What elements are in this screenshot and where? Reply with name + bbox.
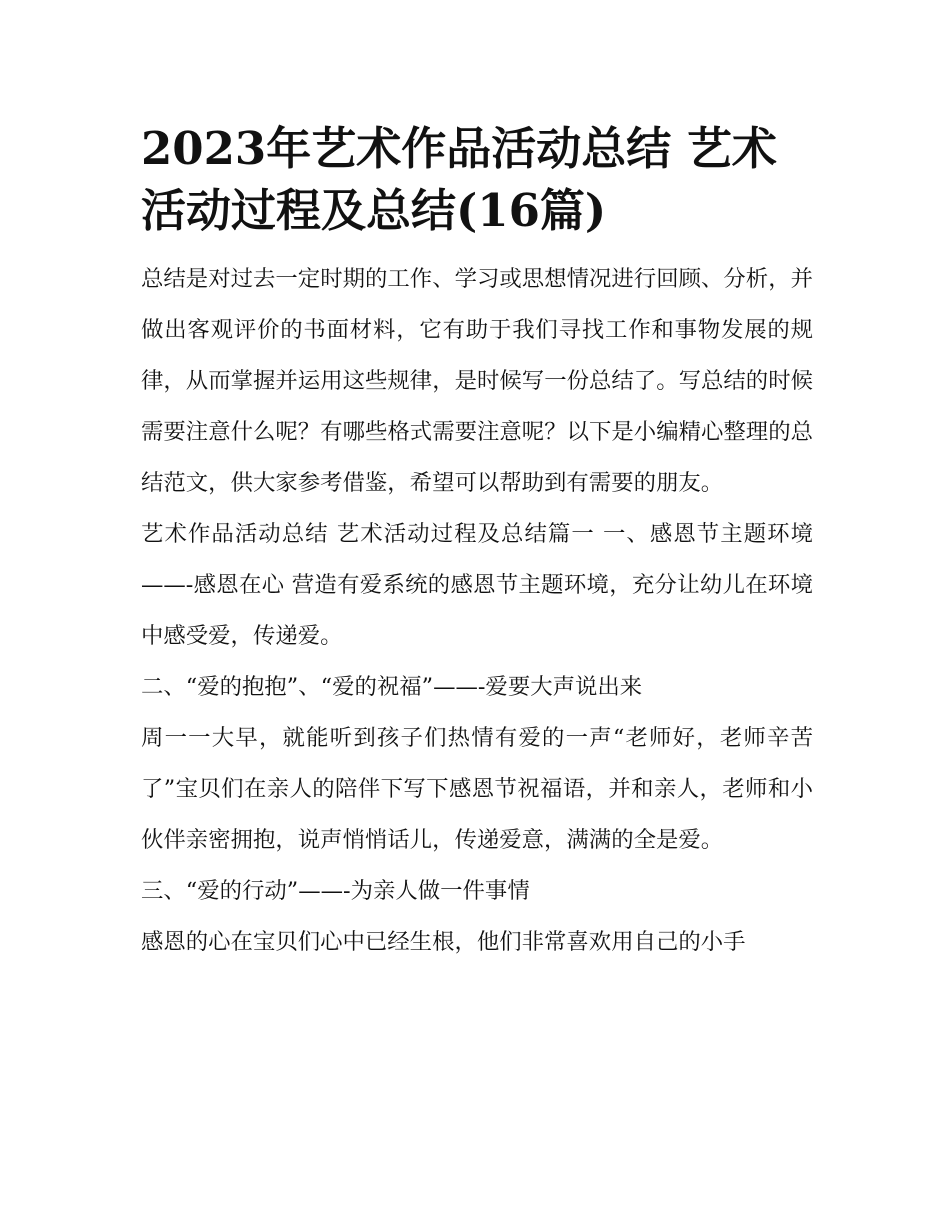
section-heading: 三、“爱的行动”——-为亲人做一件事情: [141, 878, 530, 904]
document-body: [141, 254, 813, 968]
body-paragraph: 周一一大早，就能听到孩子们热情有爱的一声“老师好，老师辛苦了”宝贝们在亲人的陪伴下写下感恩节祝福语，并和亲人，老师和小伙伴亲密拥抱，说声悄悄话儿，传递爱意，满满的全是爱。: [141, 725, 813, 853]
document-page: [141, 118, 813, 968]
section-heading: 二、“爱的抱抱”、“爱的祝福”——-爱要大声说出来: [141, 674, 643, 700]
body-paragraph: 感恩的心在宝贝们心中已经生根，他们非常喜欢用自己的小手: [141, 929, 746, 955]
document-title: 2023年艺术作品活动总结 艺术活动过程及总结(16篇): [141, 122, 777, 237]
body-paragraph: 艺术作品活动总结 艺术活动过程及总结篇一 一、感恩节主题环境——-感恩在心 营造有爱系统的感恩节主题环境，充分让幼儿在环境中感受爱，传递爱。: [141, 521, 813, 649]
intro-paragraph: 总结是对过去一定时期的工作、学习或思想情况进行回顾、分析，并做出客观评价的书面材料，它有助于我们寻找工作和事物发展的规律，从而掌握并运用这些规律，是时候写一份总结了。写总结的时候需要注意什么呢？有哪些格式需要注意呢？以下是小编精心整理的总结范文，供大家参考借鉴，希望可以帮助到有需要的朋友。: [141, 266, 813, 496]
